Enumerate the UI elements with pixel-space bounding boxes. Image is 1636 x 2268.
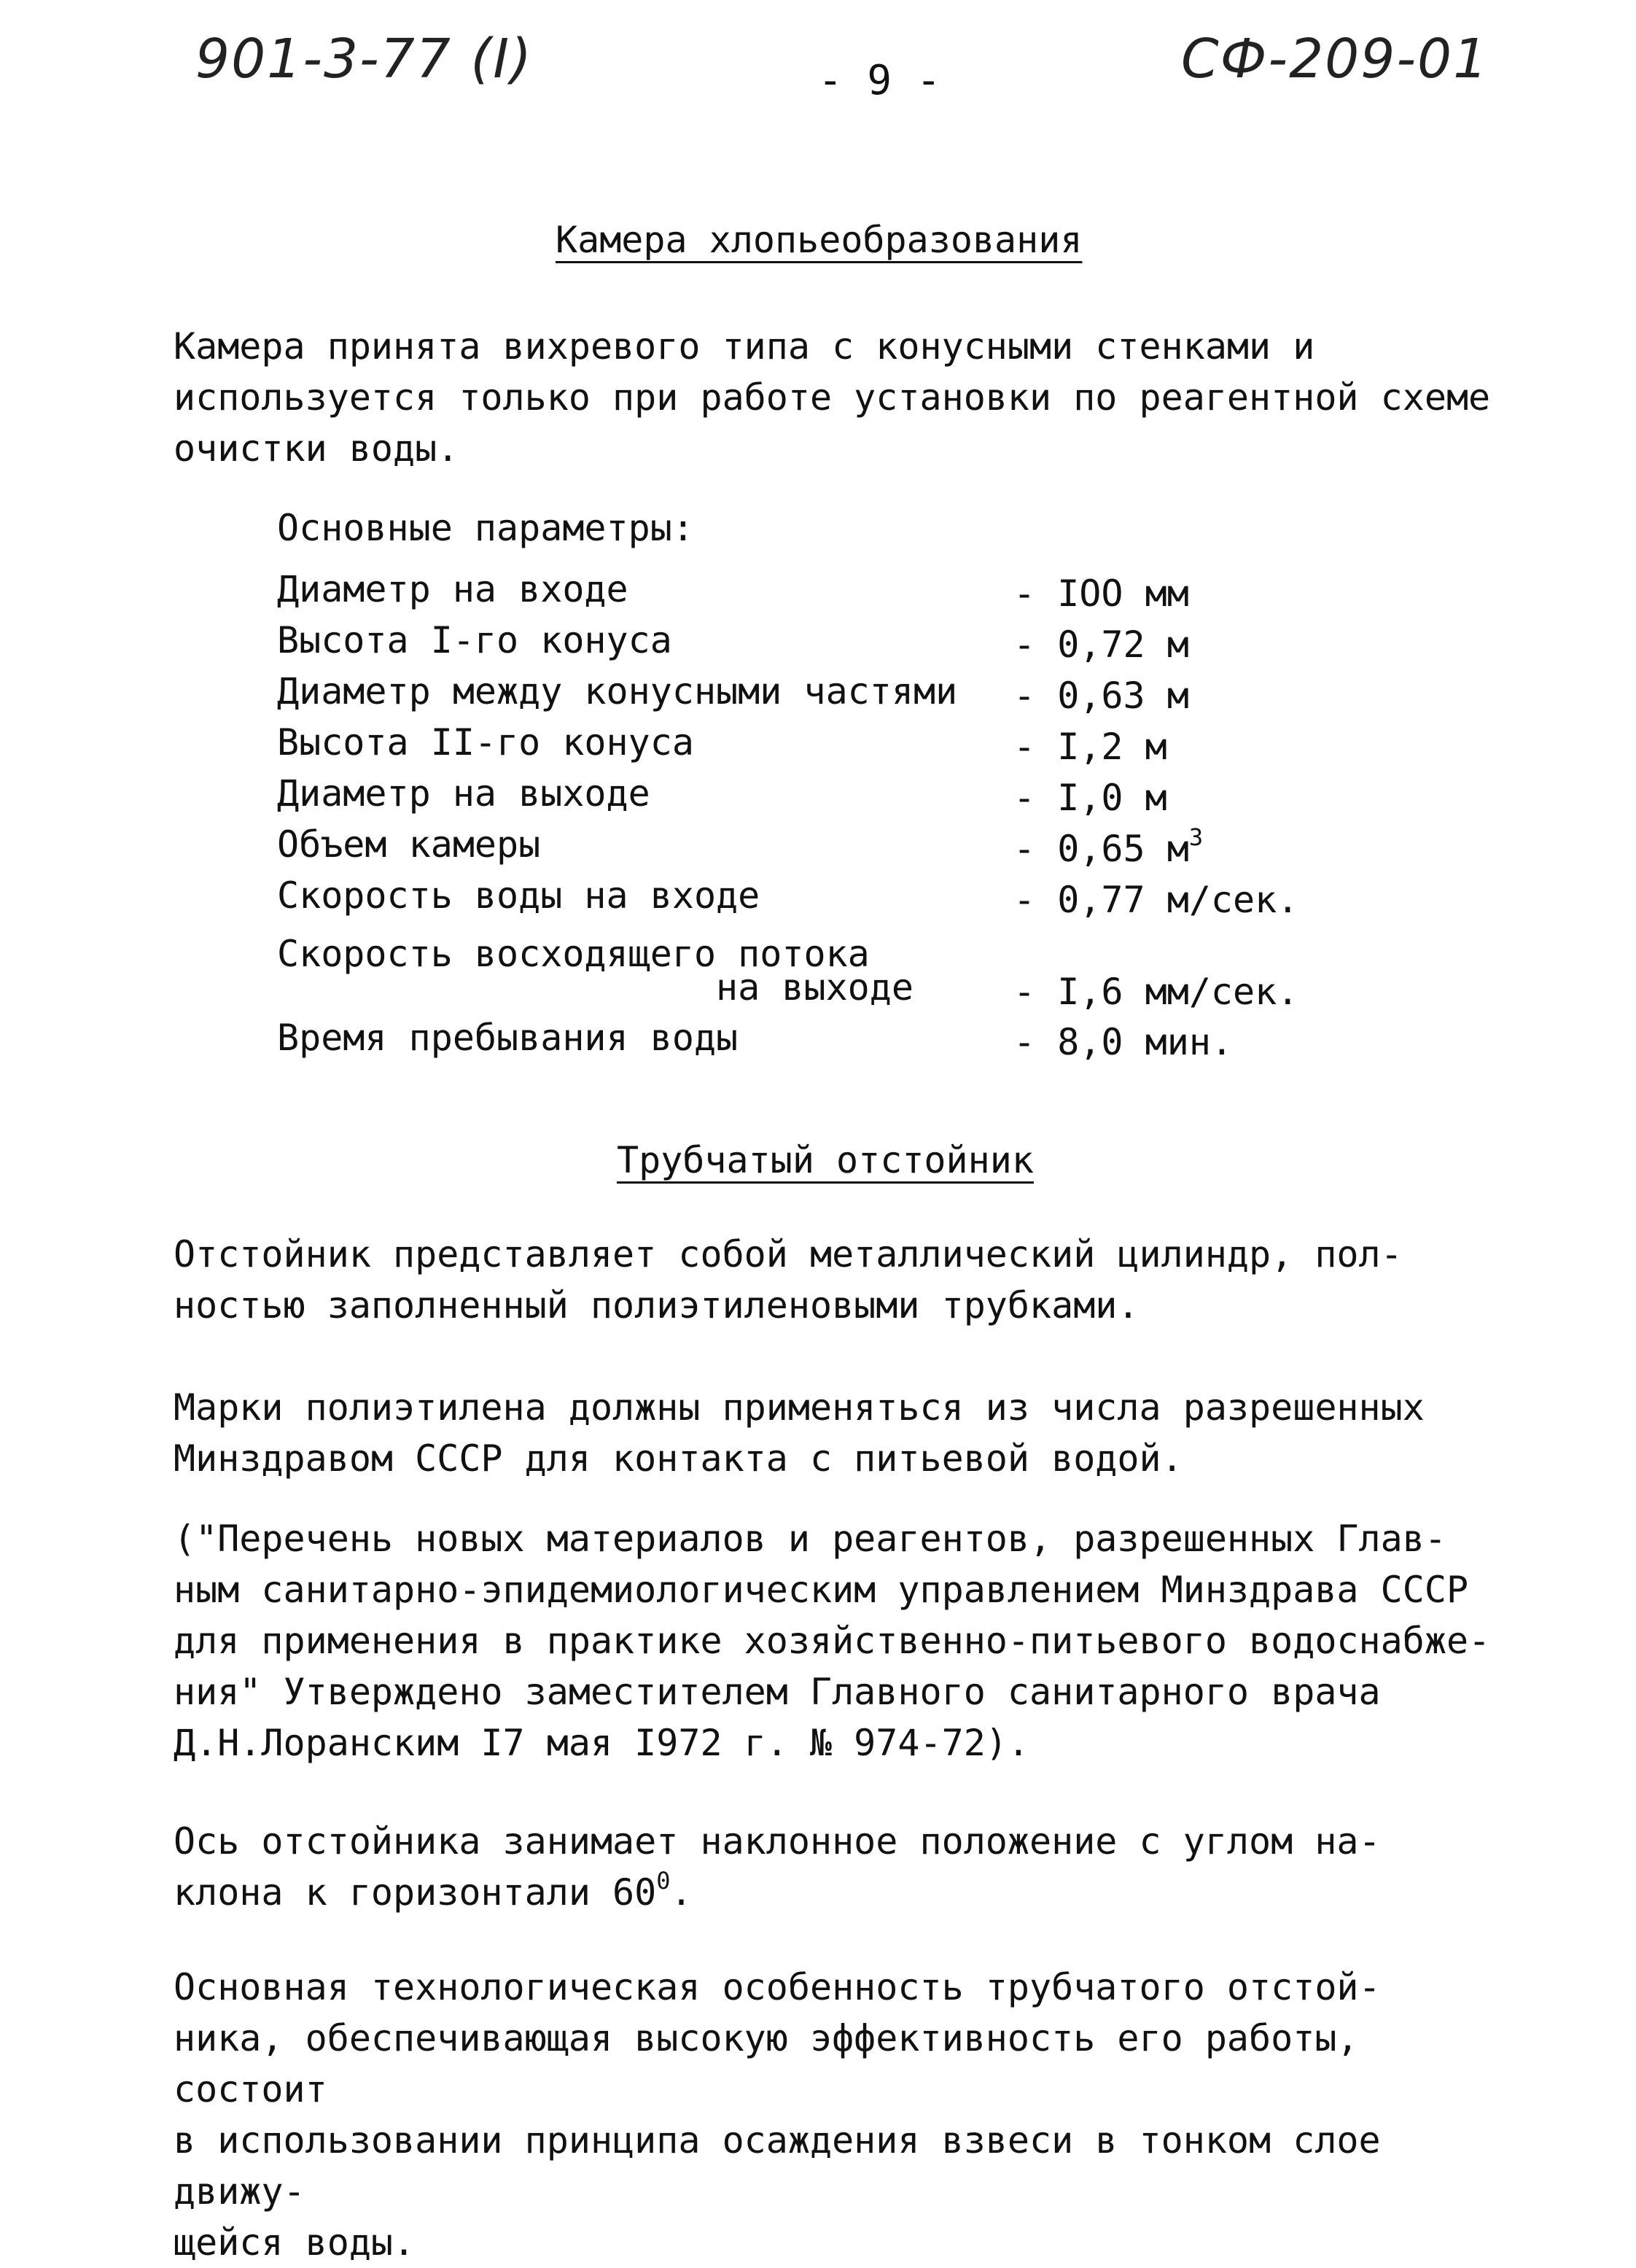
param-row (277, 619, 1371, 675)
paragraph-end: . (670, 1871, 693, 1914)
param-name: Диаметр на выходе (277, 772, 650, 815)
param-value: - 0,65 м (1013, 828, 1189, 870)
chamber-description: Камера принята вихревого типа с конусными стенками и используется только при работе установки по реагентной схеме очистки воды. (174, 325, 1491, 470)
paragraph: Отстойник представляет собой металлический цилиндр, пол- ностью заполненный полиэтиленовыми трубками. (174, 1233, 1403, 1327)
paragraph (174, 1816, 1500, 1918)
param-row (277, 823, 1371, 879)
param-row (277, 721, 1371, 777)
param-value: - I,2 м (1013, 726, 1167, 768)
param-value: - I,0 м (1013, 777, 1167, 819)
param-row (277, 874, 1371, 930)
param-name: Высота II-го конуса (277, 721, 694, 764)
param-name: Объем камеры (277, 823, 541, 866)
doc-code-left: 901-3-77 (I) (195, 28, 533, 90)
param-value: - I,6 мм/сек. (1013, 971, 1299, 1013)
param-row (277, 670, 1371, 726)
page-number: - 9 - (818, 57, 941, 104)
param-value: - 0,63 м (1013, 675, 1189, 717)
section-title-flocculation-chamber: Камера хлопьеобразования (556, 219, 1083, 261)
params-label: Основные параметры: (277, 507, 694, 549)
paragraph: Основная технологическая особенность трубчатого отстой- ника, обеспечивающая высокую эффективность его работы, состоит в использовании принципа осаждения взвеси в тонком слое движу- щейся воды. (174, 1966, 1381, 2264)
param-row (277, 568, 1371, 624)
superscript: 3 (1188, 823, 1204, 851)
superscript: 0 (656, 1867, 671, 1895)
doc-code-right: СФ-209-01 (1181, 28, 1489, 90)
param-value: - 0,72 м (1013, 624, 1189, 666)
paragraph-text: Ось отстойника занимает наклонное положение с углом на- клона к горизонтали 60 (174, 1820, 1381, 1914)
param-row (277, 1017, 1371, 1072)
param-name: Скорость воды на входе (277, 874, 760, 917)
param-value: - 8,0 мин. (1013, 1021, 1234, 1063)
param-value-wrap (1013, 823, 1204, 870)
param-name: Время пребывания воды (277, 1017, 739, 1059)
param-value: - IOO мм (1013, 572, 1189, 615)
param-row (277, 933, 1371, 1013)
paragraph: ("Перечень новых материалов и реагентов, разрешенных Глав- ным санитарно-эпидемиологическим управлением Минздрава СССР для применения в практике хозяйственно-питьевого водоснабже- ния" Утверждено заместителем Главного санитарного врача Д.Н.Лоранским I7 мая I972 г. № 974-72). (174, 1518, 1491, 1764)
param-row (277, 772, 1371, 828)
paragraph: Марки полиэтилена должны применяться из числа разрешенных Минздравом СССР для контакта с питьевой водой. (174, 1386, 1425, 1480)
param-name: Скорость восходящего потока на выходе (277, 933, 914, 1009)
section-title-tube-settler: Трубчатый отстойник (617, 1139, 1034, 1181)
param-name: Диаметр между конусными частями (277, 670, 958, 712)
param-name: Диаметр на входе (277, 568, 628, 610)
param-value: - 0,77 м/сек. (1013, 879, 1299, 921)
param-name: Высота I-го конуса (277, 619, 672, 661)
